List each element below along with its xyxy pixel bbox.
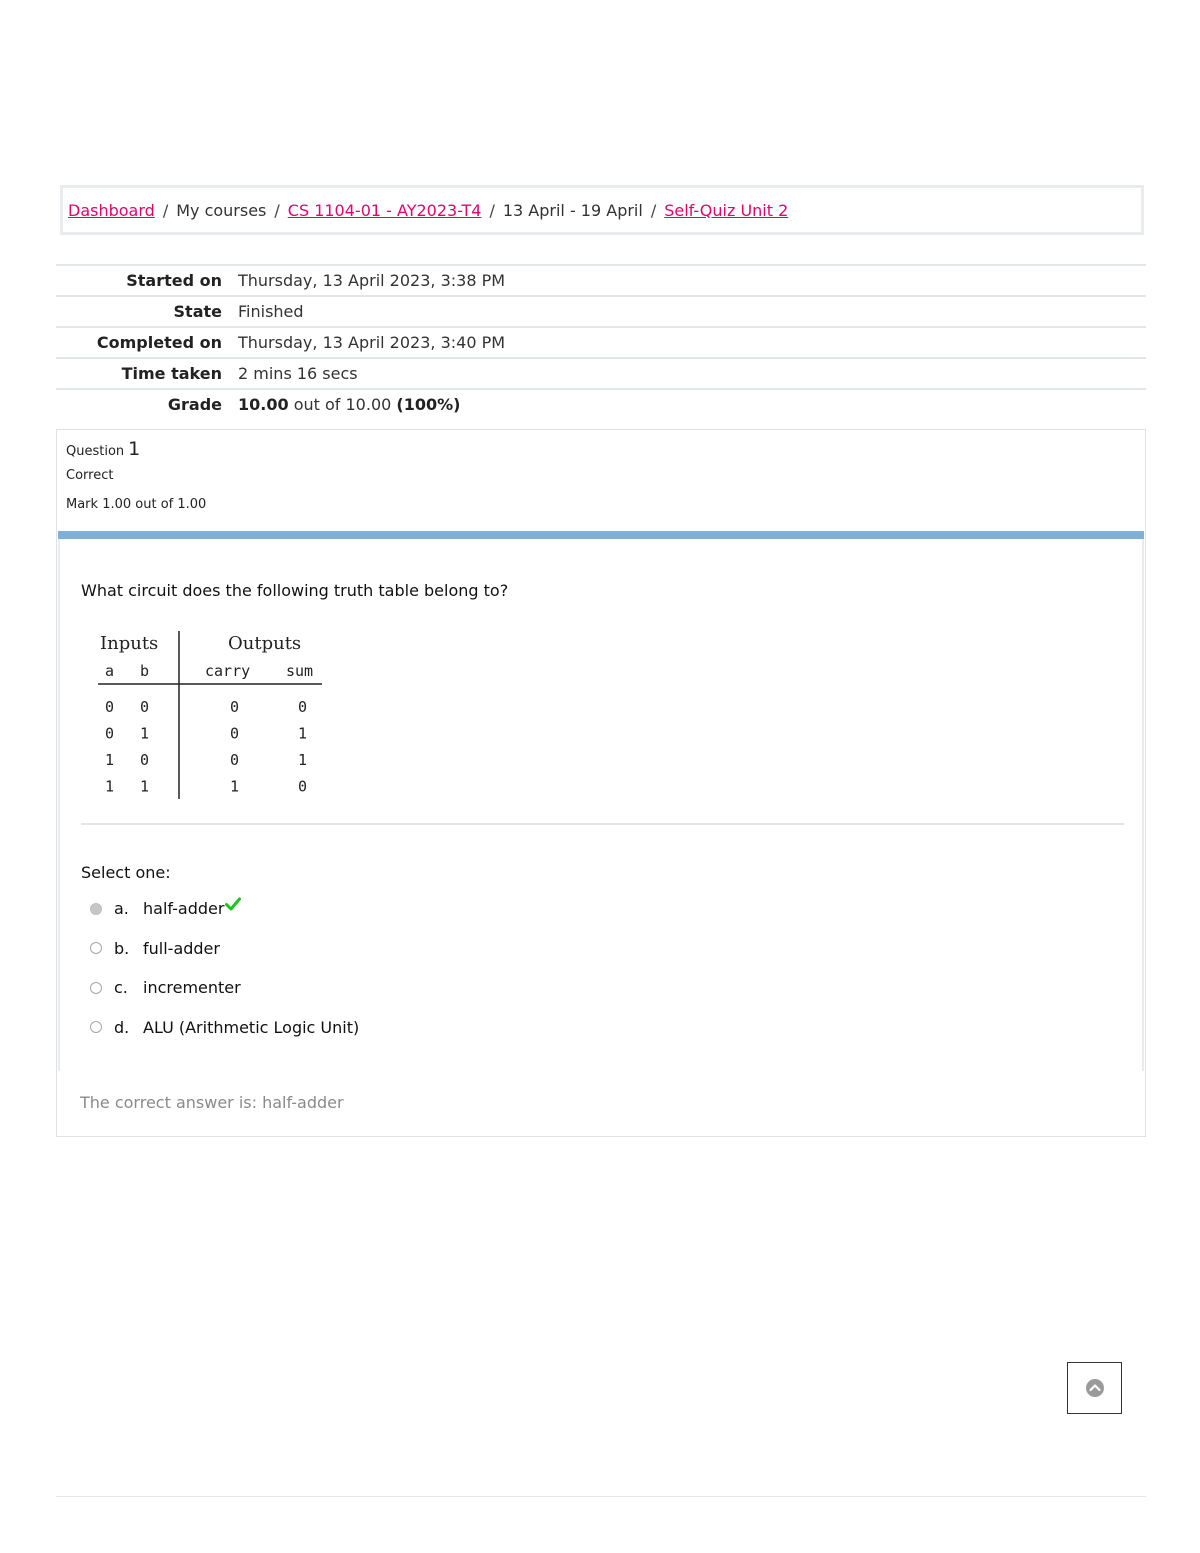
grade-value [238, 389, 1146, 419]
truth-col-a: a [105, 662, 115, 680]
truth-cell: 1 [298, 751, 308, 769]
truth-col-carry: carry [205, 662, 251, 680]
truth-body [105, 698, 307, 796]
breadcrumb-dashboard-link[interactable]: Dashboard [68, 200, 155, 220]
back-to-top-button[interactable] [1067, 1362, 1122, 1414]
truth-cell: 1 [140, 777, 150, 796]
time-value: 2 mins 16 secs [238, 364, 358, 383]
state-label: State [173, 302, 222, 321]
breadcrumb [60, 185, 1144, 235]
grade-out-of: out of 10.00 [293, 395, 392, 414]
answer-option-d[interactable] [90, 1008, 359, 1048]
answer-number: c. [114, 978, 128, 998]
question-number: 1 [128, 438, 141, 460]
summary-row-state [56, 296, 1146, 327]
completed-label: Completed on [96, 333, 222, 352]
truth-cell: 0 [298, 777, 308, 796]
footer-divider [56, 1496, 1146, 1497]
truth-cell: 0 [105, 698, 115, 716]
truth-inputs-header: Inputs [100, 633, 159, 654]
check-icon [225, 897, 241, 911]
answer-option-a[interactable] [90, 889, 359, 929]
truth-cell: 1 [105, 751, 115, 769]
truth-cell: 0 [230, 751, 240, 769]
truth-col-sum: sum [286, 662, 314, 680]
truth-cell: 0 [140, 698, 150, 716]
answer-number: b. [114, 938, 130, 958]
grade-label: Grade [167, 395, 222, 414]
question-label: Question [66, 444, 125, 459]
state-value: Finished [238, 302, 304, 321]
right-answer-text: The correct answer is: half-adder [80, 1093, 344, 1112]
answer-radio-a[interactable] [90, 903, 102, 915]
summary-row-started [56, 265, 1146, 296]
question-mark: Mark 1.00 out of 1.00 [66, 497, 207, 512]
answer-number: d. [114, 1017, 130, 1037]
question-container [56, 429, 1146, 1137]
answer-label: ALU (Arithmetic Logic Unit) [143, 1017, 360, 1037]
breadcrumb-separator: / [162, 200, 169, 220]
answer-radio-c[interactable] [90, 982, 102, 994]
breadcrumb-my-courses: My courses [176, 200, 267, 220]
truth-cell: 1 [140, 724, 150, 743]
question-text: What circuit does the following truth table belong to? [81, 581, 509, 600]
truth-cell: 0 [140, 751, 150, 769]
summary-row-completed [56, 327, 1146, 358]
select-one-prompt: Select one: [81, 863, 171, 882]
breadcrumb-separator: / [650, 200, 657, 220]
breadcrumb-course-link[interactable]: CS 1104-01 - AY2023-T4 [287, 200, 482, 220]
grade-percent: (100%) [396, 395, 461, 414]
answer-radio-b[interactable] [90, 942, 102, 954]
truth-cell: 1 [230, 777, 240, 796]
summary-row-grade [56, 389, 1146, 419]
time-label: Time taken [121, 364, 222, 383]
breadcrumb-quiz-link[interactable]: Self-Quiz Unit 2 [664, 200, 789, 220]
grade-score: 10.00 [238, 395, 289, 414]
truth-cell: 0 [230, 724, 240, 743]
completed-value: Thursday, 13 April 2023, 3:40 PM [238, 333, 506, 352]
answer-label: full-adder [143, 938, 220, 958]
started-value: Thursday, 13 April 2023, 3:38 PM [238, 271, 506, 290]
answer-label: incrementer [143, 978, 241, 998]
question-info [66, 438, 206, 512]
answer-radio-d[interactable] [90, 1021, 102, 1033]
chevron-up-circle-icon [1085, 1378, 1105, 1398]
truth-cell: 1 [105, 777, 115, 796]
truth-cell: 0 [230, 698, 240, 716]
started-label: Started on [126, 271, 222, 290]
truth-col-b: b [140, 662, 150, 680]
formulation-divider [81, 823, 1124, 825]
breadcrumb-separator: / [274, 200, 280, 220]
answer-option-b[interactable] [90, 929, 359, 969]
summary-row-time [56, 358, 1146, 389]
attempt-summary-table [56, 264, 1146, 419]
answer-label: half-adder [143, 899, 225, 919]
truth-cell: 0 [105, 724, 115, 743]
question-state: Correct [66, 468, 114, 483]
answer-option-c[interactable] [90, 968, 359, 1008]
question-status-bar [58, 531, 1144, 539]
truth-table-image [90, 619, 330, 799]
question-formulation [58, 539, 1144, 1071]
truth-outputs-header: Outputs [228, 633, 302, 654]
question-outcome [58, 1075, 1144, 1135]
answer-number: a. [114, 899, 129, 919]
truth-cell: 1 [298, 724, 308, 743]
truth-cell: 0 [298, 698, 308, 716]
answer-options [90, 889, 359, 1047]
breadcrumb-separator: / [489, 200, 495, 220]
breadcrumb-week: 13 April - 19 April [502, 200, 643, 220]
